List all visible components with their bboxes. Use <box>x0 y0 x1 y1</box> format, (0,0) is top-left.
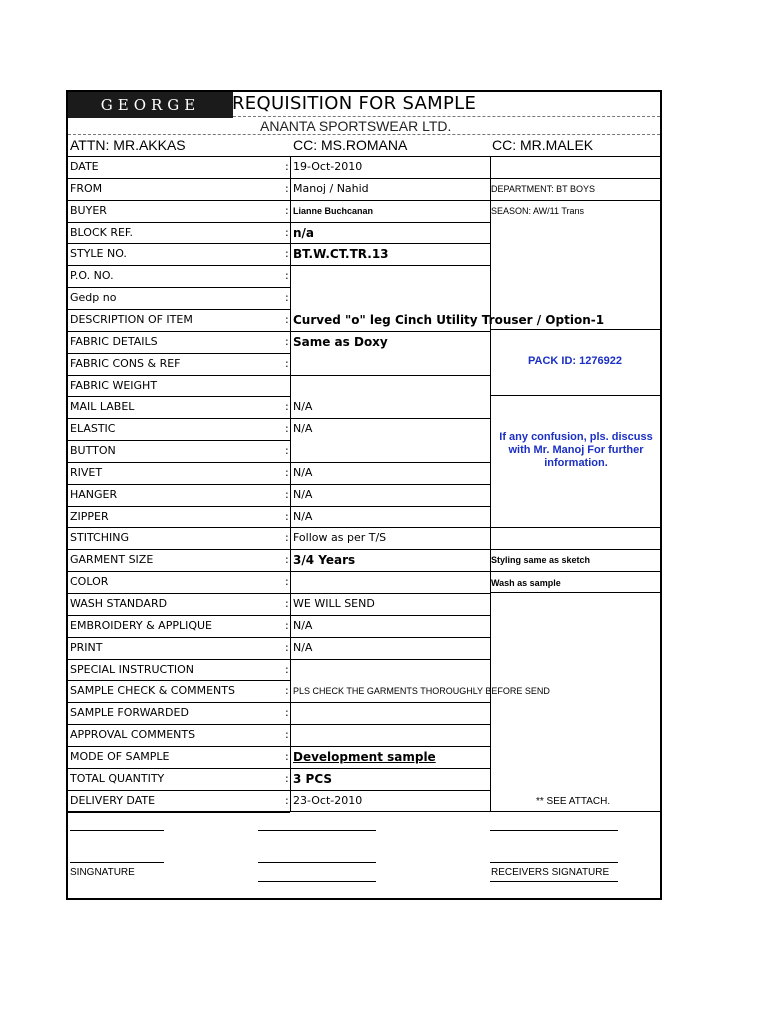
field-colon: : <box>285 465 289 479</box>
field-label: STITCHING <box>70 531 129 545</box>
field-label: SPECIAL INSTRUCTION <box>70 662 195 676</box>
grid-hline <box>68 353 290 354</box>
field-label: Gedp no <box>70 291 117 305</box>
grid-hline <box>290 659 490 660</box>
pack-id: PACK ID: 1276922 <box>528 355 622 367</box>
grid-hline <box>290 768 490 769</box>
grid-hline <box>68 287 290 288</box>
field-label: MAIL LABEL <box>70 400 135 414</box>
field-colon: : <box>285 597 289 610</box>
field-label: ELASTIC <box>70 422 116 436</box>
grid-hline <box>68 440 290 441</box>
grid-hline <box>68 418 290 419</box>
field-colon: : <box>285 771 289 785</box>
field-colon: : <box>285 531 289 545</box>
field-colon: : <box>285 203 289 217</box>
grid-hline <box>68 571 290 572</box>
grid-hline <box>290 637 490 638</box>
grid-hline <box>490 527 660 528</box>
grid-hline <box>290 746 490 747</box>
grid-hline <box>68 549 290 550</box>
cc-recipient-1: CC: MS.ROMANA <box>293 137 408 153</box>
styling-note: Styling same as sketch <box>491 555 591 565</box>
field-colon: : <box>285 706 289 720</box>
field-colon: : <box>285 618 289 632</box>
field-value: N/A <box>293 509 313 523</box>
field-label: FABRIC CONS & REF <box>70 356 181 370</box>
field-colon: : <box>285 749 289 763</box>
field-colon: : <box>285 487 289 501</box>
field-colon: : <box>285 160 289 173</box>
grid-hline <box>68 178 290 179</box>
grid-hline <box>68 768 290 769</box>
field-value: Lianne Buchcanan <box>293 205 374 216</box>
grid-hline <box>68 462 290 463</box>
field-label: BUYER <box>70 203 107 217</box>
grid-hline <box>290 593 490 594</box>
field-label: RIVET <box>70 465 103 479</box>
grid-hline <box>68 156 660 157</box>
signature-line <box>490 881 618 882</box>
field-value: Manoj / Nahid <box>293 181 369 195</box>
grid-hline <box>290 724 490 725</box>
field-label: PRINT <box>70 640 103 654</box>
grid-hline <box>68 790 290 791</box>
field-label: BUTTON <box>70 444 116 458</box>
signature-line <box>258 862 376 863</box>
field-colon: : <box>285 509 289 523</box>
field-colon: : <box>285 728 289 742</box>
field-label: BLOCK REF. <box>70 225 133 239</box>
grid-hline <box>290 702 490 703</box>
company-name: ANANTA SPORTSWEAR LTD. <box>260 118 452 134</box>
field-value: PLS CHECK THE GARMENTS THOROUGHLY BEFORE SEND <box>293 686 550 697</box>
grid-hline <box>290 527 490 528</box>
grid-hline <box>290 265 490 266</box>
grid-hline <box>68 527 290 528</box>
season-label: SEASON: AW/11 Trans <box>491 206 585 216</box>
grid-hline <box>68 702 290 703</box>
receivers-signature-label: RECEIVERS SIGNATURE <box>491 867 610 878</box>
grid-hline <box>68 746 290 747</box>
field-value: N/A <box>293 640 313 654</box>
field-value: 23-Oct-2010 <box>293 793 363 807</box>
grid-hline <box>490 571 660 572</box>
grid-hline <box>68 331 290 332</box>
field-value: WE WILL SEND <box>293 597 375 610</box>
field-label: TOTAL QUANTITY <box>70 771 165 785</box>
grid-hline <box>290 790 490 791</box>
grid-hline <box>68 724 290 725</box>
field-colon: : <box>285 291 289 305</box>
field-value: Follow as per T/S <box>293 531 387 545</box>
grid-hline <box>68 265 290 266</box>
field-colon: : <box>285 181 289 195</box>
cc-recipient-2: CC: MR.MALEK <box>492 137 594 153</box>
attn-recipient: ATTN: MR.AKKAS <box>70 137 186 153</box>
grid-hline <box>68 680 290 681</box>
wash-note: Wash as sample <box>491 578 561 588</box>
grid-hline <box>290 571 490 572</box>
field-value: BT.W.CT.TR.13 <box>293 247 389 262</box>
field-colon: : <box>285 356 289 370</box>
field-label: FROM <box>70 181 103 195</box>
field-value: Same as Doxy <box>293 334 388 349</box>
title-divider <box>233 116 660 117</box>
field-colon: : <box>285 444 289 458</box>
signature-line <box>258 830 376 831</box>
grid-hline <box>490 329 660 330</box>
field-colon: : <box>285 662 289 676</box>
grid-hline <box>290 178 660 179</box>
grid-hline <box>68 222 290 223</box>
grid-hline <box>68 243 290 244</box>
grid-hline <box>68 396 290 397</box>
signature-line <box>70 862 164 863</box>
field-value: n/a <box>293 225 315 240</box>
grid-hline <box>290 200 660 201</box>
field-value: 3/4 Years <box>293 553 356 568</box>
grid-hline <box>68 506 290 507</box>
grid-hline <box>290 506 490 507</box>
grid-vline <box>290 156 291 811</box>
field-colon: : <box>285 225 289 239</box>
field-colon: : <box>285 269 289 283</box>
field-value: Curved "o" leg Cinch Utility Trouser / Option-1 <box>293 312 605 327</box>
confusion-note: If any confusion, pls. discuss with Mr. Manoj For further information. <box>499 431 653 469</box>
field-label: FABRIC WEIGHT <box>70 378 158 392</box>
field-value: Development sample <box>293 749 436 764</box>
grid-hline <box>290 615 490 616</box>
field-label: GARMENT SIZE <box>70 553 154 567</box>
signature-label: SINGNATURE <box>70 867 135 878</box>
field-label: FABRIC DETAILS <box>70 334 158 348</box>
field-label: SAMPLE CHECK & COMMENTS <box>70 684 235 698</box>
grid-hline <box>290 462 490 463</box>
requisition-form <box>66 90 662 900</box>
field-label: DATE <box>70 160 99 173</box>
field-colon: : <box>285 575 289 589</box>
grid-hline <box>68 811 660 812</box>
signature-line <box>490 830 618 831</box>
field-label: EMBROIDERY & APPLIQUE <box>70 618 213 632</box>
grid-hline <box>68 615 290 616</box>
field-colon: : <box>285 400 289 414</box>
field-label: HANGER <box>70 487 118 501</box>
grid-hline <box>68 659 290 660</box>
grid-hline <box>290 549 490 550</box>
field-value: N/A <box>293 400 313 414</box>
field-colon: : <box>285 684 289 698</box>
grid-hline <box>290 243 490 244</box>
george-logo: GEORGE <box>68 92 233 118</box>
field-label: DELIVERY DATE <box>70 793 156 807</box>
field-label: P.O. NO. <box>70 269 114 283</box>
department-label: DEPARTMENT: BT BOYS <box>491 184 596 194</box>
field-value: N/A <box>293 465 313 479</box>
signature-line <box>258 881 376 882</box>
field-value: N/A <box>293 487 313 501</box>
field-label: DESCRIPTION OF ITEM <box>70 312 193 326</box>
see-attach-note: ** SEE ATTACH. <box>536 796 611 807</box>
grid-hline <box>490 395 660 396</box>
grid-hline <box>68 593 290 594</box>
field-value: N/A <box>293 618 313 632</box>
grid-hline <box>290 331 490 332</box>
grid-vline <box>490 156 491 811</box>
field-value: 3 PCS <box>293 771 332 786</box>
field-colon: : <box>285 334 289 348</box>
grid-hline <box>68 375 290 376</box>
field-label: WASH STANDARD <box>70 597 168 610</box>
company-divider <box>68 134 660 135</box>
field-colon: : <box>285 640 289 654</box>
field-label: SAMPLE FORWARDED <box>70 706 189 720</box>
signature-line <box>490 862 618 863</box>
grid-hline <box>290 418 490 419</box>
field-colon: : <box>285 312 289 326</box>
grid-hline <box>68 200 290 201</box>
grid-hline <box>290 222 490 223</box>
field-value: N/A <box>293 422 313 436</box>
grid-hline <box>290 484 490 485</box>
grid-hline <box>290 375 490 376</box>
grid-hline <box>68 637 290 638</box>
field-label: MODE OF SAMPLE <box>70 749 170 763</box>
field-colon: : <box>285 422 289 436</box>
field-label: STYLE NO. <box>70 247 127 261</box>
grid-hline <box>490 592 660 593</box>
field-colon: : <box>285 553 289 567</box>
field-label: COLOR <box>70 575 109 589</box>
signature-line <box>70 830 164 831</box>
grid-hline <box>68 484 290 485</box>
field-label: APPROVAL COMMENTS <box>70 728 196 742</box>
grid-hline <box>490 549 660 550</box>
form-title: REQUISITION FOR SAMPLE <box>232 93 477 114</box>
field-colon: : <box>285 793 289 807</box>
grid-hline <box>68 309 290 310</box>
field-colon: : <box>285 247 289 261</box>
field-value: 19-Oct-2010 <box>293 160 363 173</box>
field-label: ZIPPER <box>70 509 109 523</box>
